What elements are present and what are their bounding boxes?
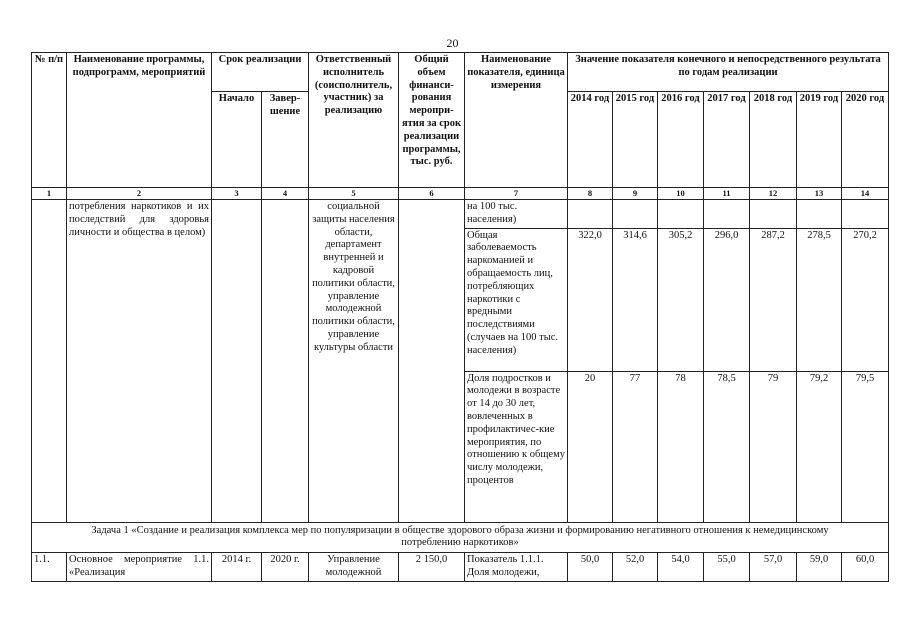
program-table (31, 52, 889, 582)
header-year: 2017 год (704, 92, 750, 188)
column-number: 12 (750, 188, 797, 200)
value-cell: 79 (750, 371, 797, 522)
value-cell: 55,0 (704, 553, 750, 582)
column-number: 14 (842, 188, 889, 200)
column-number: 3 (212, 188, 262, 200)
header-year: 2019 год (797, 92, 842, 188)
continuation-row-top (32, 200, 889, 229)
measure-num: 1.1. (32, 553, 67, 582)
value-cell: 77 (613, 371, 658, 522)
value-cell: 57,0 (750, 553, 797, 582)
value-cell: 305,2 (658, 228, 704, 371)
column-number: 7 (465, 188, 568, 200)
cont-end-cell (262, 200, 309, 523)
value-cell: 54,0 (658, 553, 704, 582)
page-number: 20 (446, 36, 459, 50)
value-cell (613, 200, 658, 229)
column-number: 2 (67, 188, 212, 200)
header-end: Завер-шение (262, 92, 309, 188)
measure-start: 2014 г. (212, 553, 262, 582)
header-year: 2016 год (658, 92, 704, 188)
value-cell: 50,0 (568, 553, 613, 582)
value-cell: 59,0 (797, 553, 842, 582)
value-cell: 78,5 (704, 371, 750, 522)
measure-name: Основное мероприятие 1.1. «Реализация (67, 553, 212, 582)
column-number: 1 (32, 188, 67, 200)
column-number: 10 (658, 188, 704, 200)
cont-start-cell (212, 200, 262, 523)
measure-finance: 2 150,0 (399, 553, 465, 582)
value-cell: 278,5 (797, 228, 842, 371)
task-heading: Задача 1 «Создание и реализация комплекса мер по популяризации в обществе здорового образа жизни и формированию негативного отношения к немедицинскому потреблению наркотиков» (32, 522, 889, 553)
cont-program-name: потребления наркотиков и их последствий для здоровья личности и общества в целом) (67, 200, 212, 523)
column-number: 4 (262, 188, 309, 200)
header-year: 2015 год (613, 92, 658, 188)
header-start: Начало (212, 92, 262, 188)
column-number-row (32, 188, 889, 200)
column-number: 5 (309, 188, 399, 200)
value-cell: 79,5 (842, 371, 889, 522)
value-cell: 52,0 (613, 553, 658, 582)
cont-indicator-0: на 100 тыс. населения) (465, 200, 568, 229)
indicator-morbidity: Общая заболеваемость наркоманией и обращаемость лиц, потребляющих наркотики с вредными последствиями (случаев на 100 тыс. населения) (465, 228, 568, 371)
header-responsible: Ответственный исполнитель (соисполнитель, участник) за реализацию (309, 53, 399, 188)
measure-indicator: Показатель 1.1.1. Доля молодежи, (465, 553, 568, 582)
cont-finance-cell (399, 200, 465, 523)
header-indicator: Наименование показателя, единица измерения (465, 53, 568, 188)
column-number: 9 (613, 188, 658, 200)
cont-num-cell (32, 200, 67, 523)
column-number: 13 (797, 188, 842, 200)
measure-end: 2020 г. (262, 553, 309, 582)
value-cell (842, 200, 889, 229)
value-cell (750, 200, 797, 229)
value-cell (704, 200, 750, 229)
value-cell: 60,0 (842, 553, 889, 582)
value-cell (797, 200, 842, 229)
column-number: 6 (399, 188, 465, 200)
header-year: 2020 год (842, 92, 889, 188)
measure-responsible: Управление молодежной (309, 553, 399, 582)
value-cell: 287,2 (750, 228, 797, 371)
cont-responsible: социальной защиты населения области, департамент внутренней и кадровой политики области, управление молодежной политики области, управление культуры области (309, 200, 399, 523)
value-cell (568, 200, 613, 229)
header-row-1 (32, 53, 889, 92)
value-cell: 20 (568, 371, 613, 522)
header-name: Наименование программы, подпрограмм, мероприятий (67, 53, 212, 188)
value-cell: 314,6 (613, 228, 658, 371)
value-cell: 78 (658, 371, 704, 522)
task-row (32, 522, 889, 553)
measure-row-1-1 (32, 553, 889, 582)
value-cell (658, 200, 704, 229)
header-finance: Общий объем финанси-рования меропри-ятия за срок реализации программы, тыс. руб. (399, 53, 465, 188)
column-number: 11 (704, 188, 750, 200)
header-term: Срок реализации (212, 53, 309, 92)
header-year: 2018 год (750, 92, 797, 188)
header-num: № п/п (32, 53, 67, 188)
value-cell: 79,2 (797, 371, 842, 522)
value-cell: 296,0 (704, 228, 750, 371)
column-number: 8 (568, 188, 613, 200)
header-values-title: Значение показателя конечного и непосредственного результата по годам реализации (568, 53, 889, 92)
value-cell: 322,0 (568, 228, 613, 371)
value-cell: 270,2 (842, 228, 889, 371)
indicator-youth: Доля подростков и молодежи в возрасте от 14 до 30 лет, вовлеченных в профилактичес-кие мероприятия, по отношению к общему числу молодежи, процентов (465, 371, 568, 522)
header-year: 2014 год (568, 92, 613, 188)
